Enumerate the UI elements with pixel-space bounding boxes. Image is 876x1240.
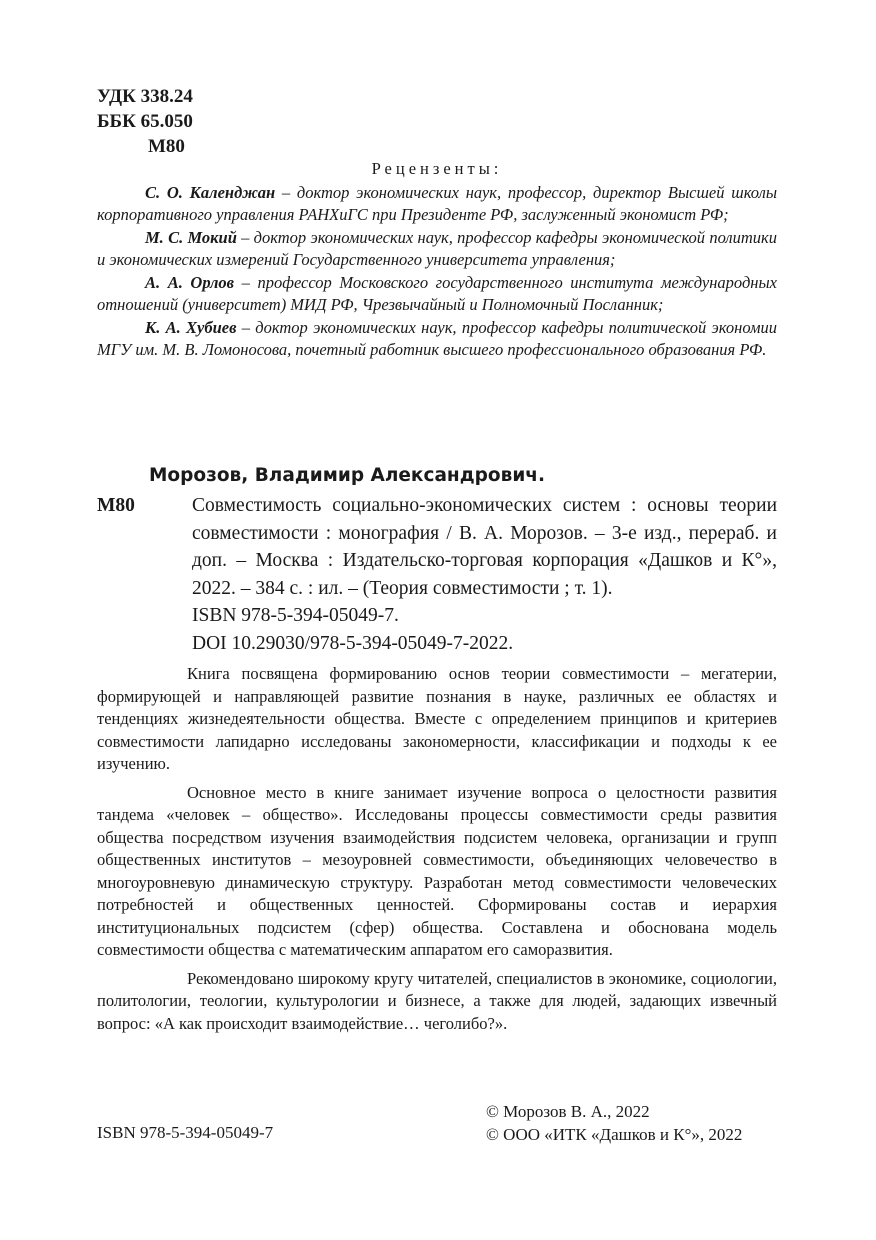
annotation-paragraph: Основное место в книге занимает изучение вопроса о целостности развития тандема «человек – общество». Исследованы процессы совместимости среды развития общества посредством изучения взаимодействия подсистем человека, организации и групп общественных институтов – мезоуровней совместимости, объединяющих человечество в многоуровневую динамическую структуру. Разработан метод совместимости человеческих потребностей и общественных ценностей. Сформированы состав и иерархия институциональных подсистем (сфер) общества. Составлена и обоснована модель совместимости общества с математическим аппаратом его саморазвития. — [97, 782, 777, 959]
catalog-author-heading: Морозов, Владимир Александрович. — [149, 465, 546, 486]
reviewer-name: К. А. Хубиев — [145, 317, 237, 337]
catalog-isbn: ISBN 978-5-394-05049-7. — [192, 605, 399, 626]
reviewer-entry — [97, 182, 777, 227]
copyright-publisher: © ООО «ИТК «Дашков и К°», 2022 — [486, 1125, 743, 1144]
annotation — [97, 663, 777, 1035]
catalog-author-mark: М80 — [97, 495, 135, 516]
copyright-notices — [486, 1100, 742, 1146]
catalog-doi: DOI 10.29030/978-5-394-05049-7-2022. — [192, 632, 514, 654]
bibliographic-description: Совместимость социально-экономических систем : основы теории совместимости : монография / В. А. Морозов. – 3-е изд., перераб. и доп. – Москва : Издательско-торговая корпорация «Дашков и К°», 2022. – 384 с. : ил. – (Теория совместимости ; т. 1). — [192, 495, 777, 599]
bbk-code: ББК 65.050 — [97, 111, 193, 132]
reviewer-entry — [97, 272, 777, 317]
bibliographic-entry — [97, 492, 777, 602]
reviewer-name: М. С. Мокий — [145, 227, 237, 247]
reviewers-block — [97, 158, 777, 362]
catalog-card — [97, 462, 777, 1041]
reviewer-description: – профессор Московского государственного института международных отношений (университет) МИД РФ, Чрезвычайный и Полномочный Посланник; — [97, 272, 777, 314]
reviewer-description: – доктор экономических наук, профессор, директор Высшей школы корпоративного управления РАНХиГС при Президенте РФ, заслуженный экономист РФ; — [97, 182, 777, 224]
reviewer-name: А. А. Орлов — [145, 272, 235, 292]
copyright-author: © Морозов В. А., 2022 — [486, 1102, 650, 1121]
footer-isbn: ISBN 978-5-394-05049-7 — [97, 1123, 274, 1142]
annotation-paragraph: Рекомендовано широкому кругу читателей, специалистов в экономике, социологии, политологии, теологии, культурологии и бизнесе, а также для людей, задающих извечный вопрос: «А как происходит взаимодействие… чеголибо?». — [97, 968, 777, 1033]
classification-codes — [97, 84, 193, 159]
reviewer-description: – доктор экономических наук, профессор кафедры экономической политики и экономических измерений Государственного университета управления; — [97, 227, 777, 269]
reviewer-entry — [97, 227, 777, 272]
udk-code: УДК 338.24 — [97, 86, 193, 107]
reviewer-name: С. О. Календжан — [145, 182, 276, 202]
reviewer-entry — [97, 317, 777, 362]
annotation-paragraph: Книга посвящена формированию основ теории совместимости – мегатерии, формирующей и направляющей развитие познания в науке, различных ее областях и тенденциях жизнедеятельности общества. Вместе с определением принципов и критериев совместимости лапидарно исследованы закономерности, классификации и подходы к ее изучению. — [97, 664, 777, 773]
author-mark-code: М80 — [148, 136, 185, 157]
reviewers-heading: Рецензенты: — [371, 159, 503, 178]
reviewer-description: – доктор экономических наук, профессор кафедры политической экономии МГУ им. М. В. Ломоносова, почетный работник высшего профессионального образования РФ. — [97, 317, 777, 359]
